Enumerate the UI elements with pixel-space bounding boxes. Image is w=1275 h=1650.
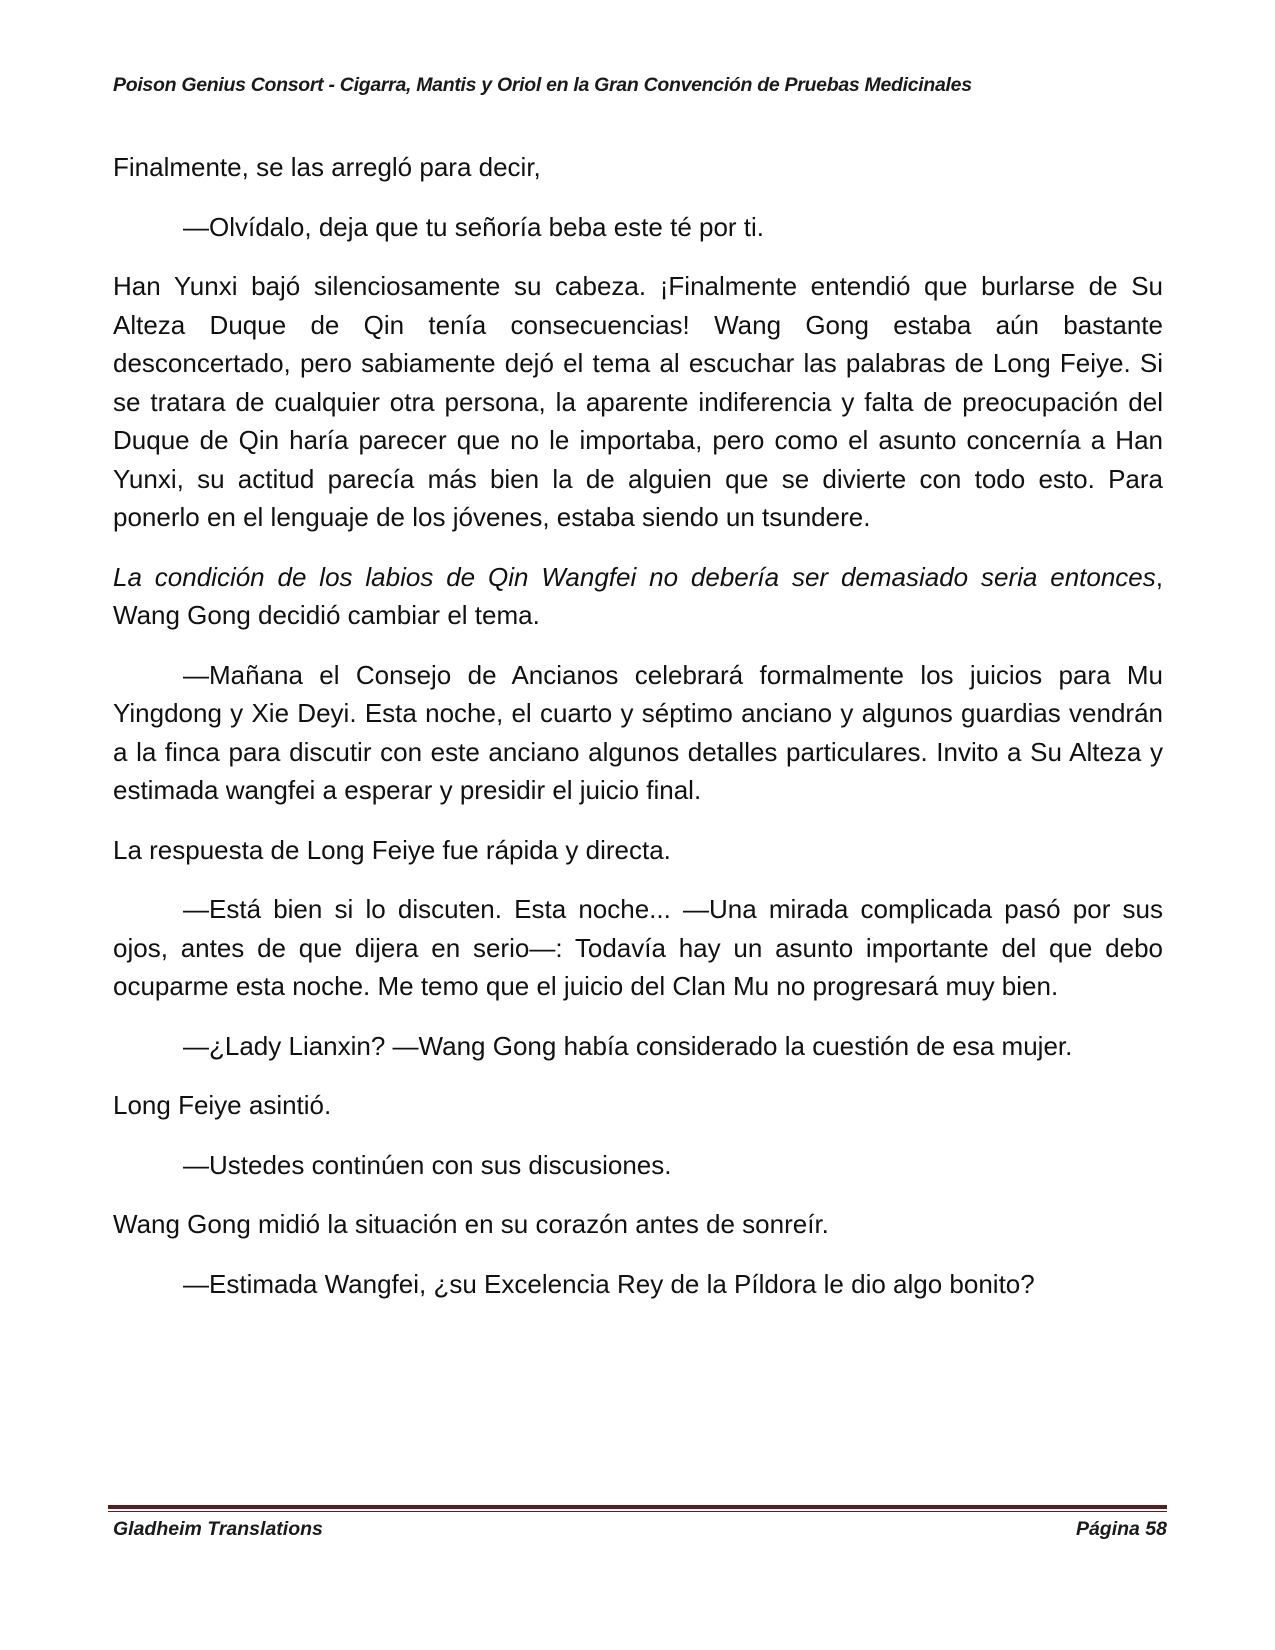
paragraph-12: —Estimada Wangfei, ¿su Excelencia Rey de la Píldora le dio algo bonito? [183,1268,1035,1299]
footer-divider-thick [108,1505,1167,1509]
paragraph-3: Han Yunxi bajó silenciosamente su cabeza. ¡Finalmente entendió que burlarse de Su Alteza Duque de Qin tenía consecuencias! Wang Gong estaba aún bastante desconcertado, pero sabiamente dejó el tema al escuchar las palabras de Long Feiye. Si se tratara de cualquier otra persona, la aparente indiferencia y falta de preocupación del Duque de Qin haría parecer que no le importaba, pero como el asunto concernía a Han Yunxi, su actitud parecía más bien la de alguien que se divierte con todo esto. Para ponerlo en el lenguaje de los jóvenes, estaba siendo un tsundere. [113,271,1163,532]
paragraph-4-italic: La condición de los labios de Qin Wangfei no debería ser demasiado seria entonces [113,561,1156,592]
paragraph-1: Finalmente, se las arregló para decir, [113,152,541,182]
paragraph-8: —¿Lady Lianxin? —Wang Gong había considerado la cuestión de esa mujer. [183,1030,1073,1061]
paragraph-11: Wang Gong midió la situación en su corazón antes de sonreír. [113,1209,829,1239]
footer-divider [108,1505,1167,1512]
paragraph-4 [113,558,1163,635]
footer-divider-thin [108,1511,1167,1512]
paragraph-9: Long Feiye asintió. [113,1090,332,1120]
paragraph-6: La respuesta de Long Feiye fue rápida y directa. [113,834,671,865]
paragraph-4-rest: , Wang Gong decidió cambiar el tema. [113,561,1163,630]
footer-page-number: Página 58 [1075,1518,1167,1540]
paragraph-5: —Mañana el Consejo de Ancianos celebrará formalmente los juicios para Mu Yingdong y Xie Deyi. Esta noche, el cuarto y séptimo anciano y algunos guardias vendrán a la finca para discutir con este anciano algunos detalles particulares. Invito a Su Alteza y estimada wangfei a esperar y presidir el juicio final. [113,659,1163,805]
page-body [113,148,1163,1324]
paragraph-7: —Está bien si lo discuten. Esta noche... —Una mirada complicada pasó por sus ojos, antes de que dijera en serio—: Todavía hay un asunto importante del que debo ocuparme esta noche. Me temo que el juicio del Clan Mu no progresará muy bien. [113,894,1163,1001]
paragraph-10: —Ustedes continúen con sus discusiones. [183,1149,672,1180]
running-header: Poison Genius Consort - Cigarra, Mantis y Oriol en la Gran Convención de Pruebas Medicinales [113,74,972,96]
footer-publisher: Gladheim Translations [113,1518,323,1540]
paragraph-2: —Olvídalo, deja que tu señoría beba este té por ti. [183,211,765,242]
